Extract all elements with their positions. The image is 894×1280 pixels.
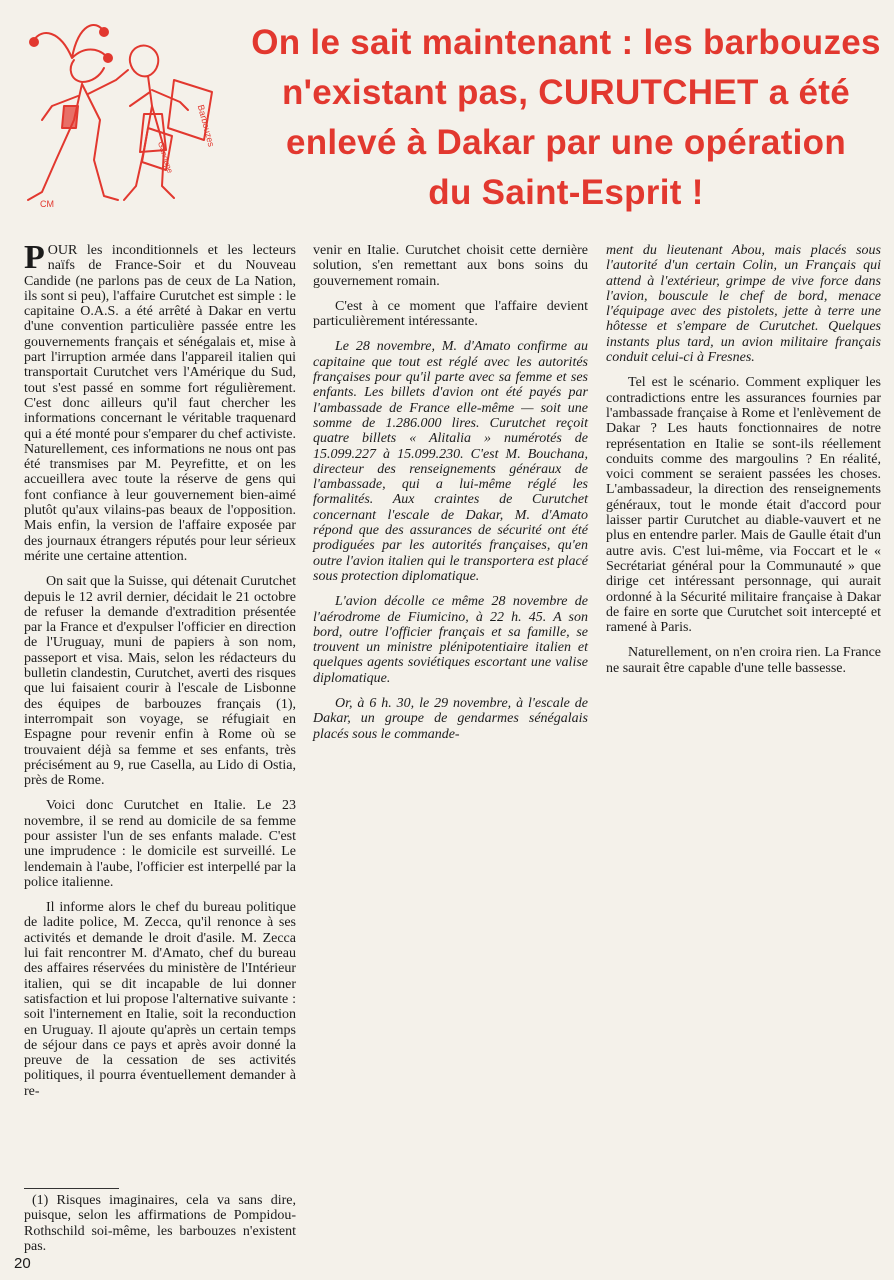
paragraph: On sait que la Suisse, qui détenait Curutchet depuis le 12 avril dernier, décidait le 21 octobre de refuser la demande d'extradition présentée par la France et d'expulser l'officier en direction de l'Uruguay, muni de papiers à son nom, passeport et visa. Mais, selon les rédacteurs du bulletin clandestin, Curutchet, averti des risques que lui faisaient courir à l'escale de Lisbonne des équipes de barbouzes français (1), interrompait son voyage, se réfugiait en Espagne pour revenir enfin à Rome où se trouvaient déjà sa femme et ses enfants, très précisément au 9, rue Casella, au Lido di Ostia, près de Rome.	[24, 574, 296, 789]
headline-line: du Saint-Esprit !	[428, 173, 704, 212]
sign-text: Barbouzes	[195, 103, 217, 148]
article-column-3	[606, 243, 881, 676]
article-column-1	[24, 239, 296, 1099]
footnote-separator	[24, 1188, 119, 1189]
footnote: (1) Risques imaginaires, cela va sans dire, puisque, selon les affirmations de Pompidou-Rothschild soi-même, les barbouzes n'existent pas.	[24, 1193, 296, 1254]
headline-line: enlevé à Dakar par une opération	[285, 123, 847, 162]
paragraph: Or, à 6 h. 30, le 29 novembre, à l'escale de Dakar, un groupe de gendarmes sénégalais placés sous le commande-	[313, 696, 588, 742]
jester-hat	[34, 25, 106, 58]
paragraph	[24, 239, 296, 564]
paragraph: ment du lieutenant Abou, mais placés sous l'autorité d'un certain Colin, un Français qui attend à l'extérieur, grimpe de vive force dans l'avion, bouscule le chef de bord, menace l'équipage avec des pistolets, jette à terre une hôtesse et s'empare de Curutchet. Quelques instants plus tard, un avion militaire français conduit celui-ci à Fresnes.	[606, 243, 881, 366]
paragraph: L'avion décolle ce même 28 novembre de l'aérodrome de Fiumicino, à 22 h. 45. A son bord, outre l'officier français et sa famille, se trouvent un ministre plénipotentiaire italien et quelques agents soviétiques escortant une valise diplomatique.	[313, 594, 588, 686]
drop-cap: P	[24, 239, 45, 276]
first-word: OUR	[47, 243, 78, 258]
artist-signature: CM	[40, 199, 54, 209]
book-text: Ganoupe	[155, 140, 175, 175]
paragraph: venir en Italie. Curutchet choisit cette dernière solution, s'en remettant aux bons soins du gouvernement romain.	[313, 243, 588, 289]
headline-line: n'existant pas, CURUTCHET a été	[281, 73, 851, 112]
article-column-2	[313, 243, 588, 742]
paragraph: C'est à ce moment que l'affaire devient particulièrement intéressante.	[313, 298, 588, 330]
paragraph: Il informe alors le chef du bureau politique de ladite police, M. Zecca, qu'il renonce à ses activités et demande le droit d'asile. M. Zecca lui fait rencontrer M. d'Amato, chef du bureau des affaires réservées du ministère de l'Intérieur italien, qui se dit incapable de lui donner satisfaction et lui propose l'alternative suivante : soit l'internement en Italie, soit la reconduction en Uruguay. Il ajoute qu'après un certain temps de séjour dans ce pays et après avoir donné la preuve de la cessation de ses activités politiques, il pourra éventuellement demander à re-	[24, 900, 296, 1099]
headline-line: On le sait maintenant : les barbouzes	[251, 23, 881, 62]
cartoon-illustration	[12, 10, 240, 210]
headline	[248, 18, 884, 218]
paragraph-text: les inconditionnels et les lecteurs naïfs de France-Soir et du Nouveau Candide (ne parlons pas de ceux de La Nation, ils sont si peu), l'affaire Curutchet est simple : le capitaine O.A.S. a été arrêté à Dakar en vertu d'une convention particulière passée entre les gouvernements français et sénégalais et, mise à part l'irruption armée dans l'appareil italien qui transportait Curutchet vers l'Amérique du Sud, tout s'est passé en somme fort régulièrement. C'est donc ailleurs qu'il faut chercher les informations concernant le véritable traquenard qui a été monté pour s'emparer du chef activiste. Naturellement, ces informations ne nous ont pas été transmises par M. Peyrefitte, et on les accueillera avec toute la réserve de gens qui font confiance à leur gouvernement bien-aimé plutôt qu'aux vilains-pas beaux de l'opposition. Mais enfin, la version de l'affaire exposée par des journaux étrangers réputés pour leur sérieux mérite une certaine attention.	[24, 243, 296, 564]
paragraph: Naturellement, on n'en croira rien. La France ne saurait être capable d'une telle bassesse.	[606, 645, 881, 676]
page-number: 20	[14, 1255, 31, 1272]
paragraph: Voici donc Curutchet en Italie. Le 23 novembre, il se rend au domicile de sa femme pour assister l'un de ses enfants malade. C'est une imprudence : le domicile est surveillé. Le lendemain à l'aube, l'officier est interpellé par la police italienne.	[24, 798, 296, 890]
paragraph: Tel est le scénario. Comment expliquer les contradictions entre les assurances fournies par l'ambassade française à Rome et l'enlèvement de Dakar ? Les hauts fonctionnaires de notre représentation en Italie se sont-ils réellement conduits comme des margoulins ? En réalité, voici comment se seraient passées les choses. L'ambassadeur, la direction des renseignements généraux, tout le monde était d'accord pour laisser partir Curutchet au diable-vauvert et ne plus en entendre parler. Mais de Gaulle était d'un autre avis. C'est lui-même, via Foccart et le « Secrétariat général pour la Communauté » que dirige cet intéressant personnage, qui aurait ordonné à la Sécurité militaire française à Dakar de faire en sorte que Curutchet soit intercepté et ramené à Paris.	[606, 375, 881, 636]
paragraph: Le 28 novembre, M. d'Amato confirme au capitaine que tout est réglé avec les autorités françaises pour qu'il parte avec sa femme et ses enfants. Les billets d'avion ont été payés par l'ambassade de France elle-même — soit une somme de 1.286.000 lires. Curutchet reçoit quatre billets « Alitalia » numérotés de 15.099.227 à 15.099.230. C'est M. Bouchana, directeur des renseignements généraux de l'ambassade, qui a lui-même réglé les formalités. Aux craintes de Curutchet concernant l'escale de Dakar, M. d'Amato répond que des assurances de sécurité ont été prodiguées par les autorités françaises, qu'en outre l'avion italien qui le transportera est placé sous protection diplomatique.	[313, 339, 588, 584]
